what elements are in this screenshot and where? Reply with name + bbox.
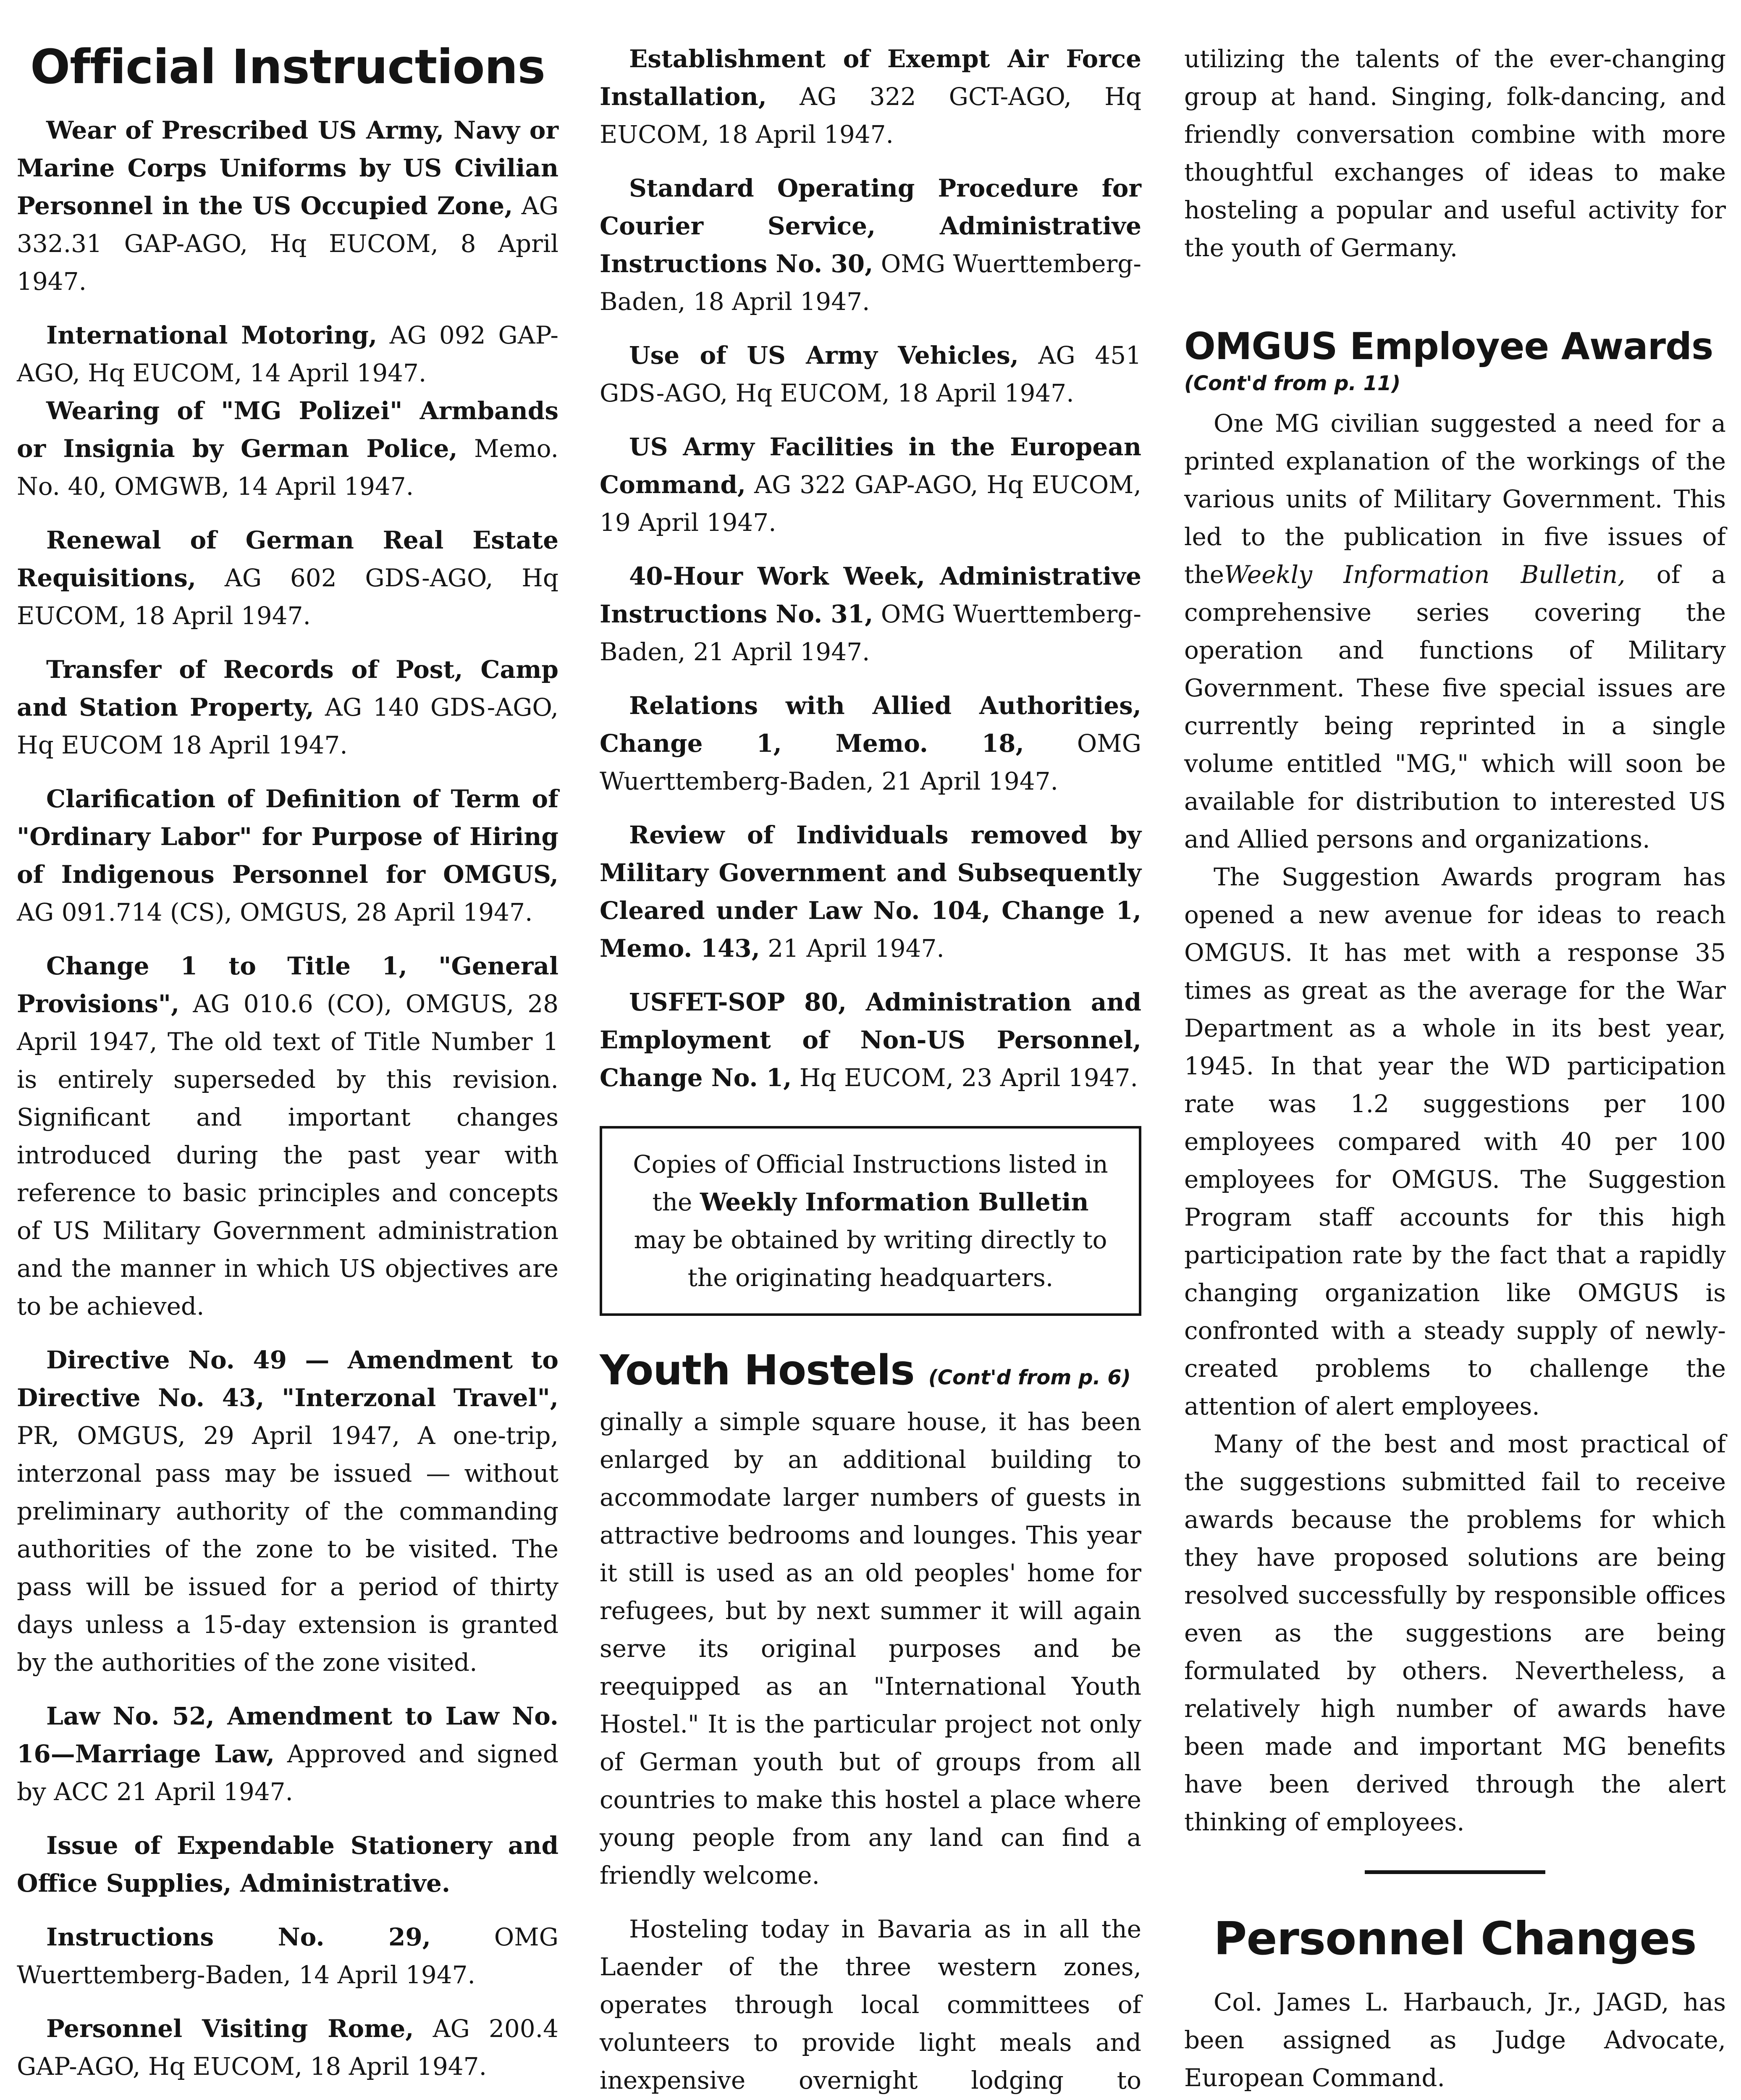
copies-notice-text: Copies of Official Instructions listed in the Weekly Information Bulletin may be obtained by writing directly to the originating headquarters.: [633, 1150, 1108, 1292]
instruction-item: [17, 1918, 558, 1994]
instruction-title: Change 1 to Title 1, "General Provisions",: [17, 952, 558, 1018]
instruction-item: [17, 392, 558, 505]
awards-paragraph: The Suggestion Awards program has opened a new avenue for ideas to reach OMGUS. It has met with a response 35 times as great as the average for the War Department as a whole in its best year, 1945. In that year the WD participation rate was 1.2 suggestions per 100 employees compared with 40 per 100 employees for OMGUS. The Suggestion Program staff accounts for this high participation rate by the fact that a rapidly changing organization like OMGUS is confronted with a steady supply of newly-created problems to challenge the attention of alert employees.: [1184, 863, 1726, 1420]
instruction-title: Wearing of "MG Polizei" Armbands or Insignia by German Police,: [17, 396, 558, 463]
instruction-text: AG 200.4 GAP-AGO, Hq EUCOM, 18 April 1947.: [17, 2014, 558, 2081]
instruction-title: USFET-SOP 80, Administration and Employment of Non-US Personnel, Change No. 1,: [600, 988, 1141, 1092]
instruction-title: Law No. 52, Amendment to Law No. 16—Marriage Law,: [17, 1702, 558, 1768]
instruction-title: US Army Facilities in the European Command,: [600, 433, 1141, 499]
personnel-paragraph: Col. James L. Harbauch, Jr., JAGD, has been assigned as Judge Advocate, European Command.: [1184, 1988, 1726, 2092]
instruction-title: Establishment of Exempt Air Force Installation,: [600, 45, 1141, 111]
instruction-item: [600, 816, 1141, 967]
instruction-title: Use of US Army Vehicles,: [629, 341, 1019, 370]
instruction-item: [17, 316, 558, 392]
instruction-text: OMG Wuerttemberg-Baden, 21 April 1947.: [600, 729, 1141, 795]
section-title-personnel-changes: Personnel Changes: [1214, 1913, 1696, 1965]
instruction-text: Approved and signed by ACC 21 April 1947.: [17, 1740, 558, 1806]
column-3: [1184, 40, 1726, 2100]
instruction-item: [17, 1341, 558, 1681]
instruction-item: [17, 780, 558, 931]
instruction-title: Clarification of Definition of Term of "Ordinary Labor" for Purpose of Hiring of Indigenous Personnel for OMGUS,: [17, 785, 558, 889]
column-2: [600, 40, 1141, 2100]
instruction-title: Standard Operating Procedure for Courier Service, Administrative Instructions No. 30,: [600, 174, 1141, 278]
instruction-text: Memo. No. 40, OMGWB, 14 April 1947.: [17, 434, 559, 501]
instruction-title: Review of Individuals removed by Military Government and Subsequently Cleared under Law No. 104, Change 1, Memo. 143,: [600, 821, 1141, 963]
instruction-item: [17, 947, 558, 1325]
instruction-text: AG 010.6 (CO), OMGUS, 28 April 1947, The old text of Title Number 1 is entirely superseded by this revision. Significant and important changes introduced during the past year with reference to basic principles and concepts of US Military Government administration and the manner in which US objectives are to be achieved.: [17, 990, 558, 1320]
section-divider: [1365, 1870, 1545, 1874]
instruction-item: [600, 687, 1141, 800]
instruction-text: AG 602 GDS-AGO, Hq EUCOM, 18 April 1947.: [17, 564, 558, 630]
instruction-text: OMG Wuerttemberg-Baden, 21 April 1947.: [600, 600, 1141, 666]
awards-paragraph: One MG civilian suggested a need for a printed explanation of the workings of the various units of Military Government. This led to the publication in five issues of theWeekly Information Bulletin, of a comprehensive series covering the operation and functions of Military Government. These five special issues are currently being reprinted in a single volume entitled "MG," which will soon be available for distribution to interested US and Allied persons and organizations.: [1184, 409, 1726, 853]
instruction-text: PR, OMGUS, 29 April 1947, A one-trip, interzonal pass may be issued — without preliminary authority of the commanding authorities of the zone to be visited. The pass will be issued for a period of thirty days unless a 15-day extension is granted by the authorities of the zone visited.: [17, 1421, 558, 1677]
continued-from-note: (Cont'd from p. 6): [928, 1366, 1131, 1389]
youth-hostels-paragraph: Hosteling today in Bavaria as in all the Laender of the three western zones, operates through local committees of volunteers to provide light meals and inexpensive overnight lodging to: [600, 1915, 1141, 2095]
instruction-title: 40-Hour Work Week, Administrative Instructions No. 31,: [600, 562, 1141, 628]
youth-hostels-paragraph: ginally a simple square house, it has been enlarged by an additional building to accommodate larger numbers of guests in attractive bedrooms and lounges. This year it still is used as an old peoples' home for refugees, but by next summer it will again serve its original purposes and be reequipped as an "International Youth Hostel." It is the particular project not only of German youth but of groups from all countries to make this hostel a place where young people from any land can find a friendly welcome.: [600, 1407, 1141, 1890]
column-1: [17, 40, 558, 2100]
bulletin-name: Weekly Information Bulletin: [700, 1188, 1089, 1216]
instruction-text: AG 092 GAP-AGO, Hq EUCOM, 14 April 1947.: [17, 321, 558, 387]
instruction-text: AG 140 GDS-AGO, Hq EUCOM 18 April 1947.: [17, 693, 558, 759]
instruction-item: [17, 1697, 558, 1811]
section-title-employee-awards: OMGUS Employee Awards: [1184, 325, 1713, 368]
instruction-list-continued: [600, 40, 1141, 1097]
instruction-text: AG 322 GAP-AGO, Hq EUCOM, 19 April 1947.: [600, 470, 1141, 537]
instruction-title: Wear of Prescribed US Army, Navy or Marine Corps Uniforms by US Civilian Personnel in the US Occupied Zone,: [17, 116, 558, 220]
section-title-official-instructions: Official Instructions: [30, 40, 545, 94]
instruction-text: OMG Wuerttemberg-Baden, 18 April 1947.: [600, 249, 1141, 316]
instruction-list: [17, 111, 558, 2085]
instruction-text: OMG Wuerttemberg-Baden, 14 April 1947.: [17, 1923, 558, 1989]
instruction-text: AG 332.31 GAP-AGO, Hq EUCOM, 8 April 1947.: [17, 192, 558, 296]
instruction-item: [600, 40, 1141, 153]
youth-hostels-continued-paragraph: utilizing the talents of the ever-changing group at hand. Singing, folk-dancing, and friendly conversation combine with more thoughtful exchanges of ideas to make hosteling a popular and useful activity for the youth of Germany.: [1184, 45, 1726, 262]
copies-notice-box: [600, 1126, 1141, 1316]
instruction-title: Transfer of Records of Post, Camp and Station Property,: [17, 655, 558, 722]
instruction-title: International Motoring,: [46, 321, 378, 349]
instruction-item: [17, 521, 558, 635]
instruction-text: AG 091.714 (CS), OMGUS, 28 April 1947.: [17, 898, 533, 927]
instruction-item: [17, 2010, 558, 2085]
instruction-item: [17, 651, 558, 764]
instruction-item: [600, 336, 1141, 412]
instruction-item: [600, 169, 1141, 320]
instruction-item: [600, 428, 1141, 541]
instruction-title: Directive No. 49 — Amendment to Directive No. 43, "Interzonal Travel",: [17, 1346, 558, 1412]
instruction-title: Relations with Allied Authorities, Change 1, Memo. 18,: [600, 691, 1141, 758]
instruction-title: Renewal of German Real Estate Requisitions,: [17, 526, 558, 592]
instruction-item: [17, 111, 558, 300]
instruction-title: Personnel Visiting Rome,: [46, 2014, 414, 2043]
instruction-title: Issue of Expendable Stationery and Office Supplies, Administrative.: [17, 1831, 558, 1898]
instruction-item: [600, 557, 1141, 671]
instruction-item: [600, 983, 1141, 1097]
continued-from-note: (Cont'd from p. 11): [1184, 372, 1401, 395]
section-title-youth-hostels: Youth Hostels (Cont'd from p. 6): [600, 1347, 1131, 1394]
instruction-text: 21 April 1947.: [760, 934, 944, 963]
instruction-text: AG 322 GCT-AGO, Hq EUCOM, 18 April 1947.: [600, 82, 1141, 149]
bulletin-title: Weekly Information Bulletin,: [1224, 560, 1626, 589]
instruction-title: Instructions No. 29,: [46, 1923, 431, 1951]
instruction-text: AG 451 GDS-AGO, Hq EUCOM, 18 April 1947.: [600, 341, 1142, 407]
awards-paragraph: Many of the best and most practical of the suggestions submitted fail to receive awards because the problems for which they have proposed solutions are being resolved successfully by responsible offices even as the suggestions are being formulated by others. Nevertheless, a relatively high number of awards have been made and important MG benefits have been derived through the alert thinking of employees.: [1184, 1430, 1726, 1836]
instruction-item: [17, 1827, 558, 1902]
instruction-text: Hq EUCOM, 23 April 1947.: [792, 1063, 1138, 1092]
